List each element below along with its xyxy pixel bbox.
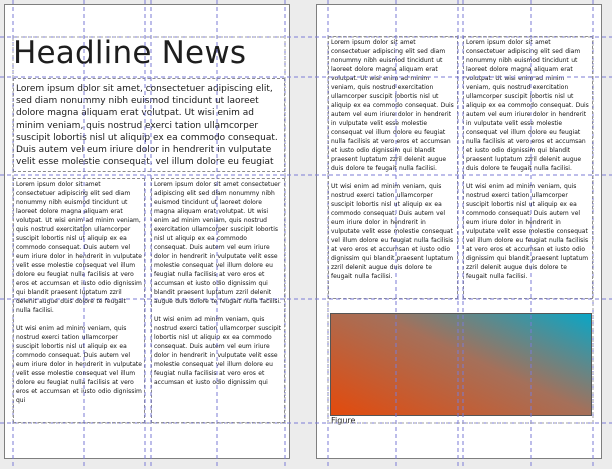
right-column-1-text [329,37,457,281]
right-column-2-frame[interactable] [463,36,593,299]
lead-paragraph-frame[interactable] [13,78,285,172]
paragraph: Ut wisi enim ad minim veniam, quis nostrud exerci tation ullamcorper suscipit lobortis nisl ut aliquip ex ea commodo consequat. Duis autem vel eum iriure dolor in hendrerit in vulputate velit esse molestie consequat vel illum dolore eu feugiat nulla facilisis at vero eros et accumsan et iusto odio dignissim qui blandit praesent luptatum zzril delenit augue duis dolore te feugait nulla facilisi. [466,183,589,280]
right-column-2-text [464,37,592,281]
right-column-1-frame[interactable] [328,36,458,299]
paragraph: Ut wisi enim ad minim veniam, quis nostrud exerci tation ullamcorper suscipit lobortis nisl ut aliquip ex ea commodo consequat. Duis autem vel eum iriure dolor in hendrerit in vulputate velit esse molestie consequat vel illum dolore eu feugiat nulla facilisis at vero eros et accumsan et iusto odio dignissim qui blandit praesent luptatum zzril delenit augue duis dolore te feugait nulla facilisi. [331,183,454,280]
left-column-2-frame[interactable] [151,178,285,423]
headline[interactable]: Headline News [13,35,247,71]
gradient-figure[interactable] [330,313,592,416]
left-column-1-text [14,179,144,405]
paragraph: Ut wisi enim ad minim veniam, quis nostrud exerci tation ullamcorper suscipit lobortis nisl ut aliquip ex ea commodo consequat. Duis autem vel eum iriure dolor in hendrerit in vulputate velit esse molestie consequat vel illum dolore eu feugiat nulla facilisis at vero eros et accumsan et iusto odio dignissim qui [154,316,282,386]
left-column-1-frame[interactable] [13,178,145,423]
left-column-2-text [152,179,284,387]
paragraph: Lorem ipsum dolor sit amet consectetuer adipiscing elit sed diam nonummy nibh euismod tincidunt ut laoreet dolore magna aliquam erat volutpat. Ut wisi enim ad minim veniam, quis nostrud exercitation ullamcorper suscipit lobortis nisl ut aliquip ex ea commodo consequat. Duis autem vel eum iriure dolor in hendrerit in vulputate velit esse molestie consequat vel illum dolore eu feugiat nulla facilisis at vero eros et accumsan et iusto odio dignissim qui blandit praesent luptatum zzril delenit augue duis dolore te feugait nulla facilisi. [331,39,454,172]
paragraph: Ut wisi enim ad minim veniam, quis nostrud exerci tation ullamcorper suscipit lobortis nisl ut aliquip ex ea commodo consequat. Duis autem vel eum iriure dolor in hendrerit in vulputate velit esse molestie consequat vel illum dolore eu feugiat nulla facilisis at vero eros et accumsan et iusto odio dignissim qui [16,325,142,404]
paragraph: Lorem ipsum dolor sit amet consectetuer adipiscing elit sed diam nonummy nibh euismod tincidunt ut laoreet dolore magna aliquam erat volutpat. Ut wisi enim ad minim veniam, quis nostrud exercitation ullamcorper suscipit lobortis nisl ut aliquip ex ea commodo consequat. Duis autem vel eum iriure dolor in hendrerit in vulputate velit esse molestie consequat vel illum dolore eu feugiat nulla facilisis at vero eros et accumsan et iusto odio dignissim qui blandit praesent luptatum zzril delenit augue duis dolore te feugait nulla facilisi. [466,39,589,172]
paragraph: Lorem ipsum dolor sit amet consectetuer adipiscing elit sed diam nonummy nibh euismod tincidunt ut laoreet dolore magna aliquam erat volutpat. Ut wisi enim ad minim veniam, quis nostrud exercitation ullamcorper suscipit lobortis nisl ut aliquip ex ea commodo consequat. Duis autem vel eum iriure dolor in hendrerit in vulputate velit esse molestie consequat vel illum dolore eu feugiat nulla facilisis at vero eros et accumsan et iusto odio dignissim qui blandit praesent luptatum zzril delenit augue duis dolore te feugait nulla facilisi. [154,181,282,305]
figure-caption[interactable]: Figure [331,416,356,425]
paragraph: Lorem ipsum dolor sit amet consectetuer adipiscing elit sed diam nonummy nibh euismod tincidunt ut laoreet dolore magna aliquam erat volutpat. Ut wisi enim ad minim veniam, quis nostrud exercitation ullamcorper suscipit lobortis nisl ut aliquip ex ea commodo consequat. Duis autem vel eum iriure dolor in hendrerit in vulputate velit esse molestie consequat vel illum dolore eu feugiat nulla facilisis at vero eros et accumsan et iusto odio dignissim qui blandit praesent luptatum zzril delenit augue duis dolore te feugait nulla facilisi. [16,181,142,314]
lead-paragraph: Lorem ipsum dolor sit amet, consectetuer adipiscing elit, sed diam nonummy nibh euismod tincidunt ut laoreet dolore magna aliquam erat volutpat. Ut wisi enim ad minim veniam, quis nostrud exerci tation ullamcorper suscipit lobortis nisl ut aliquip ex ea commodo consequat. Duis autem vel eum iriure dolor in hendrerit in vulputate velit esse molestie consequat, vel illum dolore eu feugiat [16,84,278,168]
